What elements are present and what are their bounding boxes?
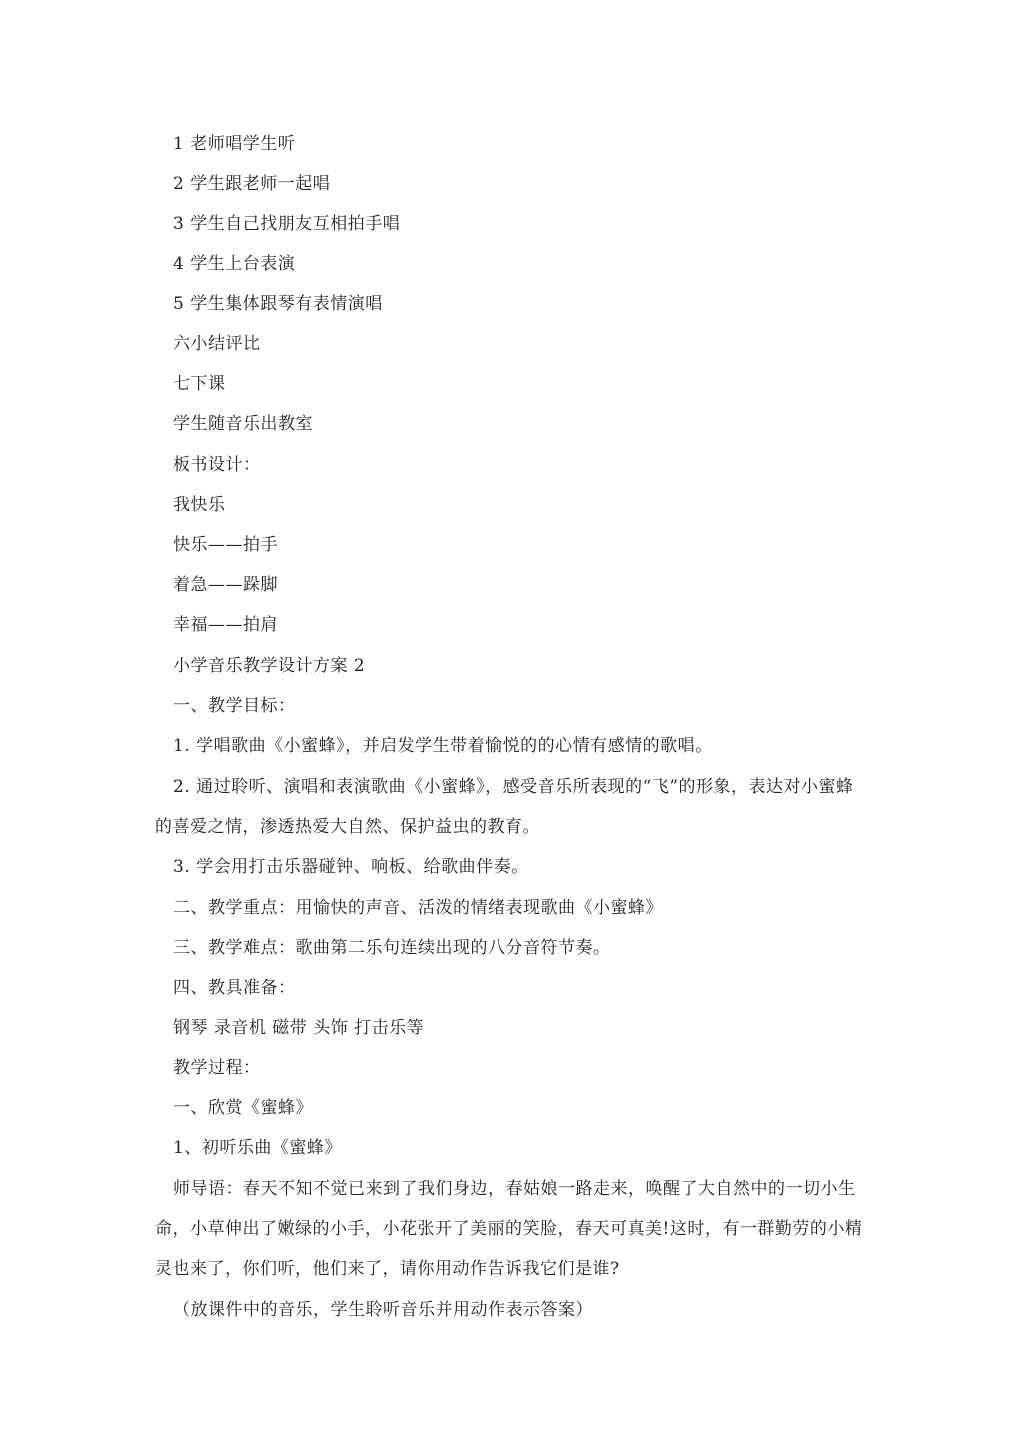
text-line: （放课件中的音乐，学生聆听音乐并用动作表示答案） bbox=[173, 1300, 593, 1320]
text-line: 3 学生自己找朋友互相拍手唱 bbox=[173, 214, 401, 234]
section-heading: 教学过程： bbox=[173, 1058, 261, 1078]
text-line: 钢琴 录音机 磁带 头饰 打击乐等 bbox=[173, 1018, 425, 1038]
text-line: 我快乐 bbox=[173, 495, 226, 515]
section-heading: 板书设计： bbox=[173, 455, 261, 475]
section-heading: 三、教学难点：歌曲第二乐句连续出现的八分音符节奏。 bbox=[173, 938, 611, 958]
text-line: 学生随音乐出教室 bbox=[173, 414, 313, 434]
section-heading: 四、教具准备： bbox=[173, 978, 296, 998]
section-heading: 一、欣赏《蜜蜂》 bbox=[173, 1098, 313, 1118]
text-line: 着急——跺脚 bbox=[173, 575, 278, 595]
text-line: 1、初听乐曲《蜜蜂》 bbox=[173, 1138, 342, 1158]
paragraph: 师导语：春天不知不觉已来到了我们身边，春姑娘一路走来，唤醒了大自然中的一切小生命，小草伸出了嫩绿的小手，小花张开了美丽的笑脸，春天可真美!这时，有一群勤劳的小精灵也来了，你们听，他们来了，请你用动作告诉我它们是谁? bbox=[155, 1179, 863, 1279]
text-line: 幸福——拍肩 bbox=[173, 615, 278, 635]
text-line: 4 学生上台表演 bbox=[173, 254, 296, 274]
paragraph: 2. 通过聆听、演唱和表演歌曲《小蜜蜂》，感受音乐所表现的“飞”的形象，表达对小蜜蜂的喜爱之情，渗透热爱大自然、保护益虫的教育。 bbox=[155, 777, 854, 837]
text-line: 快乐——拍手 bbox=[173, 535, 278, 555]
text-line: 2 学生跟老师一起唱 bbox=[173, 174, 331, 194]
text-line: 1. 学唱歌曲《小蜜蜂》，并启发学生带着愉悦的的心情有感情的歌唱。 bbox=[173, 736, 713, 756]
text-line: 3. 学会用打击乐器碰钟、响板、给歌曲伴奏。 bbox=[173, 857, 529, 877]
text-line: 六小结评比 bbox=[173, 334, 261, 354]
section-heading: 一、教学目标： bbox=[173, 696, 296, 716]
text-line: 1 老师唱学生听 bbox=[173, 134, 296, 154]
section-heading: 二、教学重点：用愉快的声音、活泼的情绪表现歌曲《小蜜蜂》 bbox=[173, 898, 663, 918]
text-line: 七下课 bbox=[173, 374, 226, 394]
document-title: 小学音乐教学设计方案 2 bbox=[173, 656, 366, 676]
text-line: 5 学生集体跟琴有表情演唱 bbox=[173, 294, 383, 314]
